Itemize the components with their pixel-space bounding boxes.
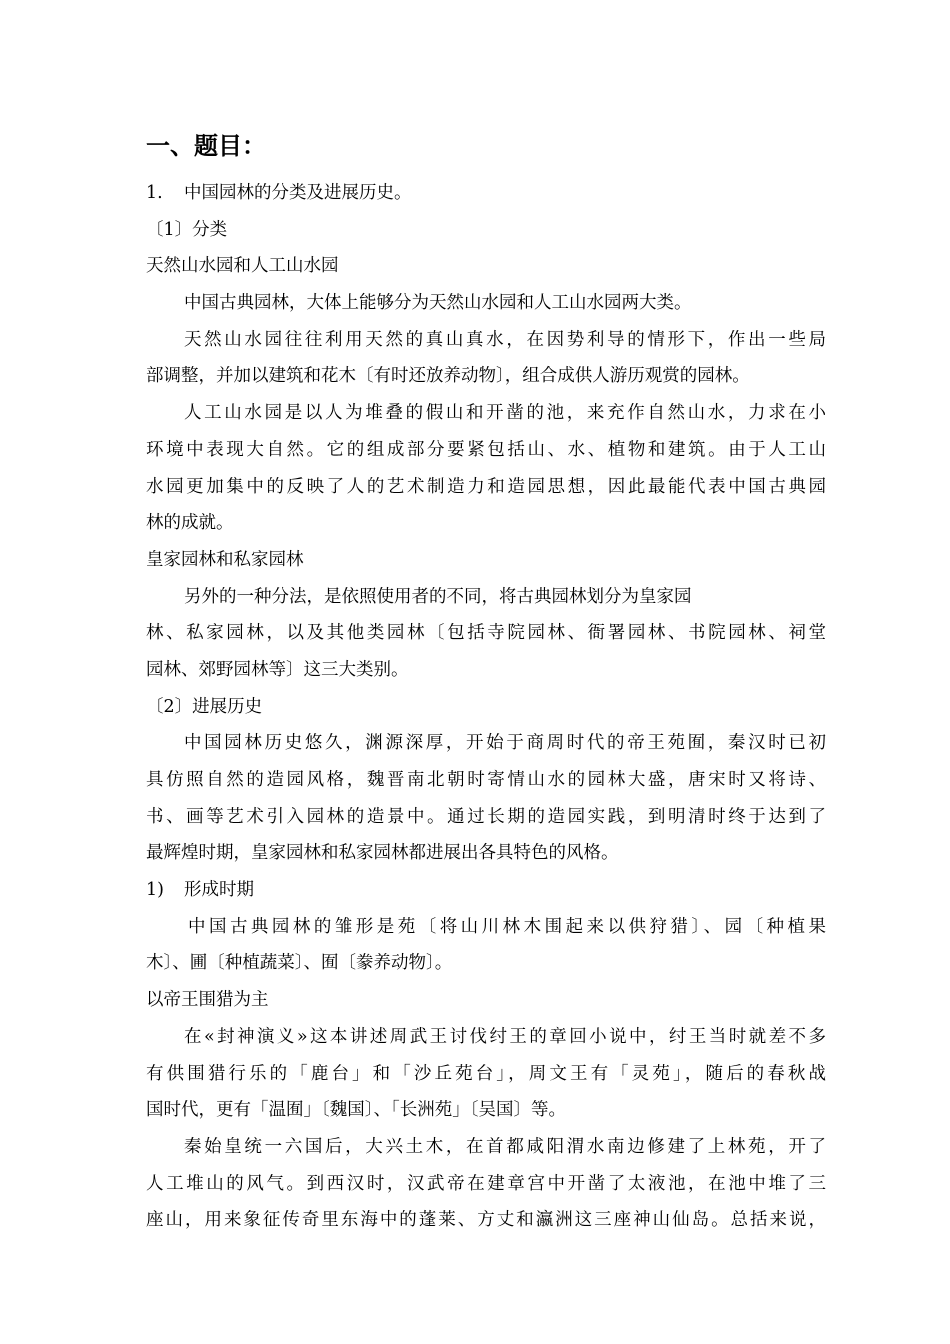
line-text: 最辉煌时期，皇家园林和私家园林都进展出各具特色的风格。 bbox=[146, 843, 619, 864]
line-text: 园林、郊野园林等〕这三大类别。 bbox=[146, 659, 409, 680]
text-line bbox=[146, 835, 826, 872]
line-text: 环境中表现大自然。它的组成部分要紧包括山、水、植物和建筑。由于人工山 bbox=[146, 439, 826, 460]
line-text: 书、画等艺术引入园林的造景中。通过长期的造园实践，到明清时终于达到了 bbox=[146, 806, 826, 827]
text-line bbox=[146, 322, 826, 359]
text-line bbox=[146, 395, 826, 432]
text-line bbox=[146, 909, 826, 946]
line-text: 部调整，并加以建筑和花木〔有时还放养动物〕，组合成供人游历观赏的园林。 bbox=[146, 366, 750, 387]
line-text: 〔2〕进展历史 bbox=[146, 696, 263, 717]
text-line bbox=[146, 1056, 826, 1093]
line-text: 林的成就。 bbox=[146, 513, 234, 534]
line-text: 具仿照自然的造园风格，魏晋南北朝时寄情山水的园林大盛，唐宋时又将诗、 bbox=[146, 770, 826, 790]
text-line bbox=[146, 982, 826, 1019]
line-text: 有供围猎行乐的「鹿台」和「沙丘苑台」，周文王有「灵苑」，随后的春秋战 bbox=[146, 1063, 826, 1084]
text-line bbox=[146, 175, 826, 212]
line-text: 另外的一种分法，是依照使用者的不同，将古典园林划分为皇家园 bbox=[184, 586, 692, 607]
line-text: 〔1〕分类 bbox=[146, 219, 228, 240]
line-text: 中国园林历史悠久，渊源深厚，开始于商周时代的帝王苑囿，秦汉时已初 bbox=[184, 733, 826, 754]
text-line bbox=[146, 469, 826, 506]
text-line bbox=[146, 725, 826, 762]
line-text: 皇家园林和私家园林 bbox=[146, 549, 304, 570]
list-number: 1. bbox=[146, 183, 163, 203]
line-text: 中国园林的分类及进展历史。 bbox=[184, 183, 412, 203]
text-line bbox=[146, 1092, 826, 1129]
text-line bbox=[146, 358, 826, 395]
line-text: 国时代，更有「温囿」〔魏国〕、「长洲苑」〔吴国〕等。 bbox=[146, 1100, 566, 1121]
text-line bbox=[146, 432, 826, 469]
text-line bbox=[146, 945, 826, 982]
text-line bbox=[146, 1166, 826, 1203]
section-heading: 一、题目： bbox=[146, 132, 266, 160]
line-text: 形成时期 bbox=[184, 880, 254, 901]
line-text: 中国古典园林的雏形是苑〔将山川林木围起来以供狩猎〕、园〔种植果 bbox=[188, 916, 826, 937]
line-text: 在«封神演义»这本讲述周武王讨伐纣王的章回小说中，纣王当时就差不多 bbox=[184, 1026, 826, 1047]
line-text: 人工堆山的风气。到西汉时，汉武帝在建章宫中开凿了太液池，在池中堆了三 bbox=[146, 1173, 826, 1194]
text-line bbox=[146, 652, 826, 689]
line-text: 人工山水园是以人为堆叠的假山和开凿的池，来充作自然山水，力求在小 bbox=[184, 403, 826, 424]
text-line bbox=[146, 1129, 826, 1166]
text-line bbox=[146, 689, 826, 726]
text-line bbox=[146, 285, 826, 322]
text-line bbox=[146, 615, 826, 652]
line-text: 林、私家园林，以及其他类园林〔包括寺院园林、衙署园林、书院园林、祠堂 bbox=[146, 623, 826, 644]
text-line bbox=[146, 799, 826, 836]
line-text: 中国古典园林，大体上能够分为天然山水园和人工山水园两大类。 bbox=[184, 293, 692, 314]
text-line bbox=[146, 212, 826, 249]
text-line bbox=[146, 542, 826, 579]
text-line bbox=[146, 872, 826, 909]
list-number: 1) bbox=[146, 880, 164, 901]
text-line bbox=[146, 1202, 826, 1239]
line-text: 以帝王围猎为主 bbox=[146, 990, 269, 1011]
text-line bbox=[146, 1019, 826, 1056]
text-line bbox=[146, 248, 826, 285]
line-text: 座山，用来象征传奇里东海中的蓬莱、方丈和瀛洲这三座神山仙岛。总括来说， bbox=[146, 1210, 826, 1231]
line-text: 水园更加集中的反映了人的艺术制造力和造园思想，因此最能代表中国古典园 bbox=[146, 476, 826, 497]
text-line bbox=[146, 579, 826, 616]
line-text: 木〕、圃〔种植蔬菜〕、囿〔豢养动物〕。 bbox=[146, 953, 453, 974]
line-text: 秦始皇统一六国后，大兴土木，在首都咸阳渭水南边修建了上林苑，开了 bbox=[184, 1136, 826, 1157]
text-line bbox=[146, 505, 826, 542]
line-text: 天然山水园和人工山水园 bbox=[146, 256, 339, 277]
text-line bbox=[146, 762, 826, 799]
body-text bbox=[146, 175, 826, 1239]
line-text: 天然山水园往往利用天然的真山真水，在因势利导的情形下，作出一些局 bbox=[184, 329, 826, 350]
